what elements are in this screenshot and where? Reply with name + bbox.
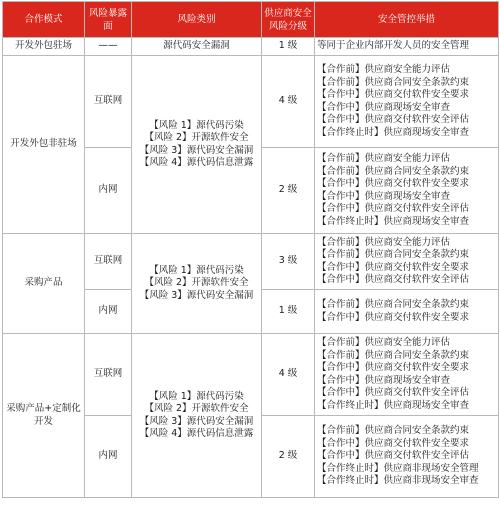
- mode-label: 采购产品+定制化开发: [6, 403, 81, 427]
- measure-item: 【合作前】供应商安全能力评估: [317, 64, 451, 75]
- cell-risks: [132, 38, 262, 56]
- table-row: [3, 234, 499, 290]
- header-measures: 安全管控举措: [315, 2, 499, 38]
- risk-item: 【风险 1】源代码污染: [149, 264, 244, 276]
- cell-level: 3 级: [262, 234, 315, 290]
- cell-mode: 开发外包驻场: [3, 38, 85, 56]
- cell-exposure: 互联网: [85, 334, 132, 416]
- risk-item: 【风险 1】源代码污染: [149, 119, 244, 131]
- measure-item: 【合作中】供应商交付软件安全要求: [317, 261, 470, 273]
- risk-item: 【风险 2】开源软件安全: [144, 277, 249, 289]
- cell-measures: [315, 416, 499, 498]
- cell-level: 2 级: [262, 416, 315, 498]
- measure-item: 【合作终止时】供应商现场安全审查: [317, 215, 470, 227]
- risk-item: 【风险 4】源代码信息泄露: [139, 428, 254, 439]
- cell-measures: [315, 334, 499, 416]
- cell-level: 1 级: [262, 290, 315, 334]
- measure-item: 【合作中】供应商现场安全审查: [317, 101, 451, 113]
- measure-item: 【合作终止时】供应商现场安全审查: [317, 126, 470, 138]
- cell-exposure: 内网: [85, 290, 132, 334]
- measure-item: 【合作前】供应商合同安全条款约束: [317, 249, 470, 260]
- measure-item: 【合作终止时】供应商非现场安全管理: [317, 462, 479, 474]
- cell-risks: [132, 334, 262, 498]
- measure-item: 【合作前】供应商安全能力评估: [317, 153, 451, 164]
- measure-item: 【合作终止时】供应商非现场安全审查: [317, 475, 479, 487]
- cell-risks: [132, 234, 262, 334]
- cell-exposure: 内网: [85, 416, 132, 498]
- measure-item: 【合作前】供应商安全能力评估: [317, 337, 451, 348]
- risk-item: 【风险 2】开源软件安全: [144, 132, 249, 143]
- table-row: [3, 38, 499, 56]
- measure-item: 【合作中】供应商交付软件安全要求: [317, 89, 470, 100]
- measure-item: 【合作中】供应商现场安全审查: [317, 374, 451, 386]
- measure-item: 【合作中】供应商交付软件安全评估: [317, 387, 470, 398]
- cell-exposure: 内网: [85, 148, 132, 234]
- cell-mode: 采购产品: [3, 234, 85, 334]
- risk-item: 【风险 1】源代码污染: [149, 390, 244, 402]
- measure-item: 【合作前】供应商合同安全条款约束: [317, 76, 470, 88]
- cell-measures: [315, 234, 499, 290]
- measure-item: 【合作中】供应商交付软件安全要求: [317, 437, 470, 449]
- measure-item: 【合作前】供应商合同安全条款约束: [317, 165, 470, 177]
- cell-risks: [132, 56, 262, 234]
- risk-item: 【风险 3】源代码安全漏洞: [139, 289, 254, 301]
- cell-measures: [315, 290, 499, 334]
- measure-item: 【合作前】供应商安全能力评估: [317, 236, 451, 248]
- risk-item: 【风险 3】源代码安全漏洞: [139, 144, 254, 156]
- measure-item: 【合作中】供应商交付软件安全评估: [317, 450, 470, 462]
- risk-item: 源代码安全漏洞: [163, 40, 230, 52]
- measure-item: 【合作中】供应商交付软件安全评估: [317, 114, 470, 125]
- cell-level: 1 级: [262, 38, 315, 56]
- risk-item: 【风险 3】源代码安全漏洞: [139, 415, 254, 427]
- measure-item: 【合作中】供应商交付软件安全要求: [317, 178, 470, 189]
- table-row: [3, 334, 499, 416]
- measure-item: 【合作中】供应商交付软件安全要求: [317, 362, 470, 373]
- cell-level: 2 级: [262, 148, 315, 234]
- cell-measures: [315, 148, 499, 234]
- header-mode: 合作模式: [3, 2, 85, 38]
- cell-mode: [3, 334, 85, 498]
- measure-item: 【合作前】供应商合同安全条款约束: [317, 299, 470, 310]
- risk-item: 【风险 4】源代码信息泄露: [139, 157, 254, 168]
- cell-mode: 开发外包非驻场: [3, 56, 85, 234]
- measure-item: 【合作中】供应商交付软件安全要求: [317, 311, 470, 323]
- cell-exposure: 互联网: [85, 234, 132, 290]
- cell-measures: [315, 56, 499, 148]
- risk-item: 【风险 2】开源软件安全: [144, 403, 249, 414]
- header-risk-level: 供应商安全风险分级: [262, 2, 315, 38]
- supplier-risk-table: [2, 1, 499, 498]
- cell-level: 4 级: [262, 56, 315, 148]
- header-exposure: 风险暴露面: [85, 2, 132, 38]
- header-risk-category: 风险类别: [132, 2, 262, 38]
- measure-item: 等同于企业内部开发人员的安全管理: [317, 40, 470, 52]
- cell-exposure: 互联网: [85, 56, 132, 148]
- measure-item: 【合作中】供应商现场安全审查: [317, 190, 451, 202]
- measure-item: 【合作中】供应商交付软件安全评估: [317, 203, 470, 214]
- measure-item: 【合作前】供应商合同安全条款约束: [317, 349, 470, 361]
- measure-item: 【合作终止时】供应商现场安全审查: [317, 399, 470, 411]
- cell-exposure: ——: [85, 38, 132, 56]
- cell-level: 4 级: [262, 334, 315, 416]
- table-header-row: [3, 2, 499, 38]
- measure-item: 【合作中】供应商交付软件安全评估: [317, 274, 470, 285]
- measure-item: 【合作前】供应商合同安全条款约束: [317, 425, 470, 437]
- cell-measures: [315, 38, 499, 56]
- table-row: [3, 56, 499, 148]
